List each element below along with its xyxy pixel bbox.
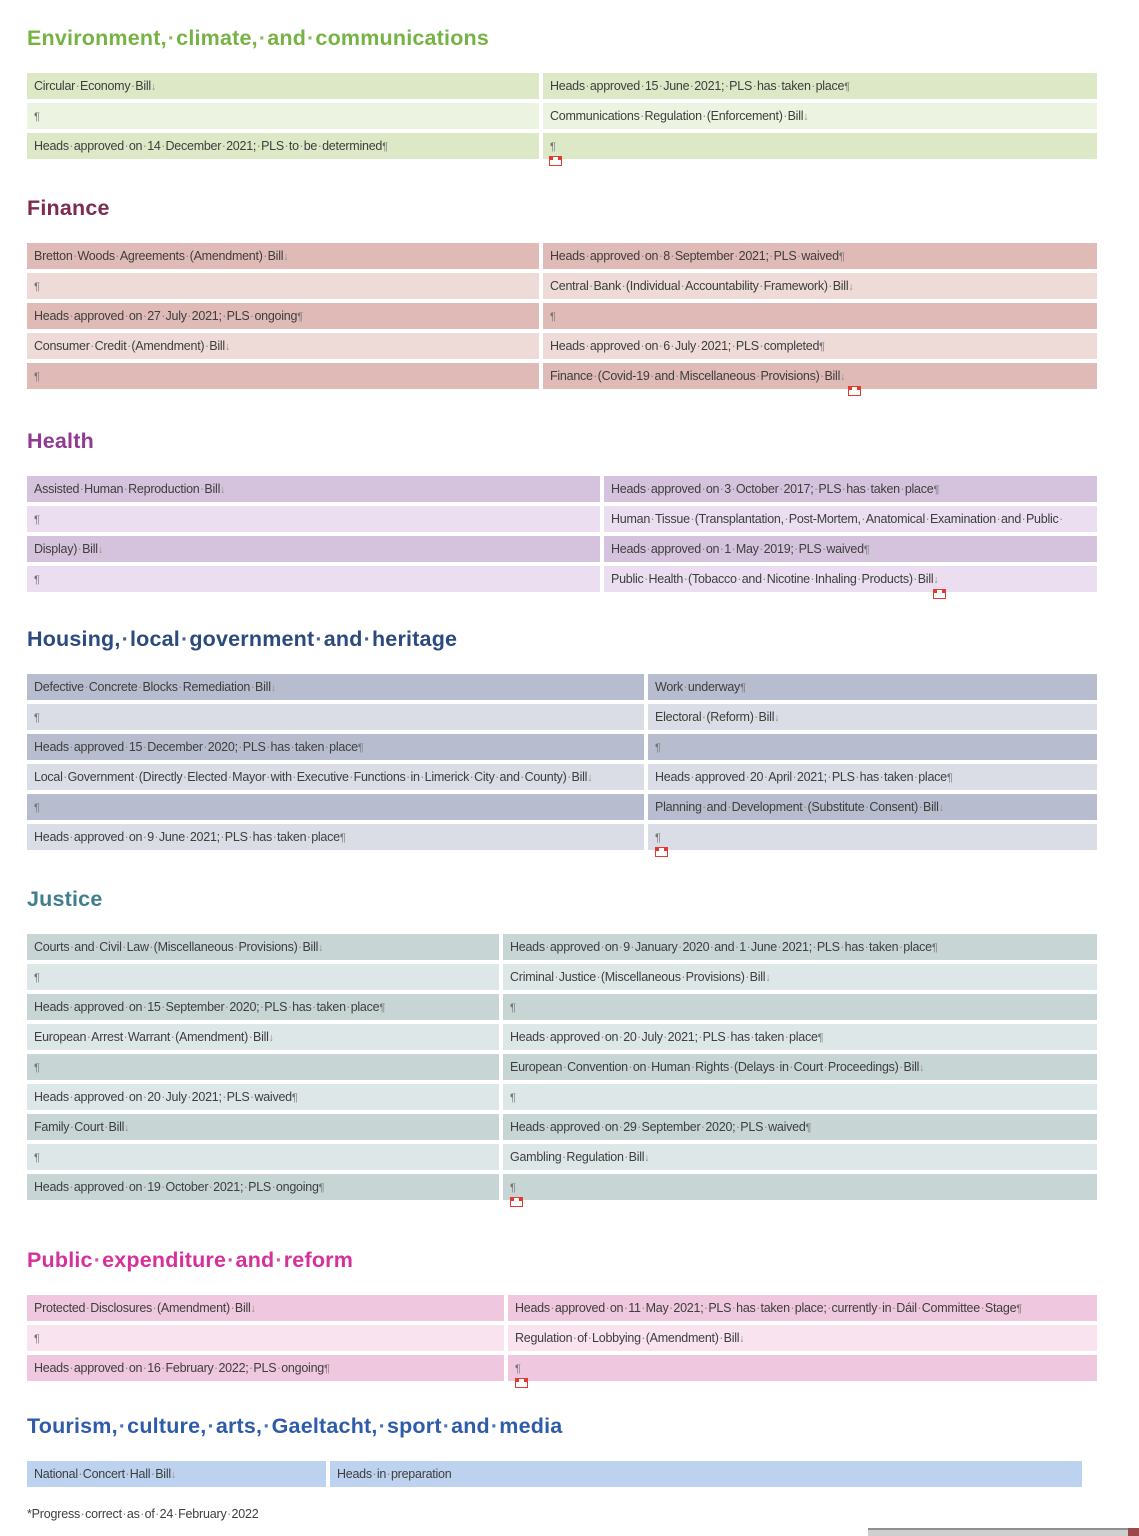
table-cell: ¶ (27, 506, 600, 532)
table-cell: ¶ (543, 303, 1097, 329)
table-cell: Heads·approved·on·9·January·2020·and·1·June·2021;·PLS·has·taken·place¶ (503, 934, 1097, 960)
section-heading: Health (27, 429, 94, 453)
table-cell: ¶ (27, 704, 644, 730)
table-cell: Heads·approved·15·December·2020;·PLS·has·taken·place¶ (27, 734, 644, 760)
table-cell: Heads·approved·on·19·October·2021;·PLS·ongoing¶ (27, 1174, 499, 1200)
section-housing-local-government-heritage (27, 625, 1139, 850)
clipped-anchor-marker-icon (510, 1197, 523, 1207)
clipped-anchor-marker-icon (655, 847, 668, 857)
table-cell: ¶ (648, 824, 1097, 850)
clipped-anchor-marker-icon (848, 386, 861, 396)
table-cell: Heads·approved·on·20·July·2021;·PLS·has·taken·place¶ (503, 1024, 1097, 1050)
bills-table (27, 934, 1097, 1200)
table-cell: Consumer·Credit·(Amendment)·Bill↓ (27, 333, 539, 359)
table-cell: Electoral·(Reform)·Bill↓ (648, 704, 1097, 730)
table-cell: Communications·Regulation·(Enforcement)·Bill↓ (543, 103, 1097, 129)
section-heading: Public·expenditure·and·reform (27, 1248, 354, 1272)
section-heading: Justice (27, 887, 103, 911)
table-cell: ¶ (503, 1174, 1097, 1200)
bills-table (27, 1295, 1097, 1381)
table-cell: Heads·approved·15·June·2021;·PLS·has·taken·place¶ (543, 73, 1097, 99)
table-cell: ¶ (27, 363, 539, 389)
table-cell: Family·Court·Bill↓ (27, 1114, 499, 1140)
table-cell: ¶ (503, 994, 1097, 1020)
table-cell: Work·underway¶ (648, 674, 1097, 700)
table-cell: Assisted·Human·Reproduction·Bill↓ (27, 476, 600, 502)
table-cell: Heads·approved·on·8·September·2021;·PLS·waived¶ (543, 243, 1097, 269)
table-cell: Local·Government·(Directly·Elected·Mayor·with·Executive·Functions·in·Limerick·City·and·County)·Bill↓ (27, 764, 644, 790)
table-cell: Heads·approved·on·27·July·2021;·PLS·ongoing¶ (27, 303, 539, 329)
table-cell: ¶ (27, 964, 499, 990)
bills-table (27, 476, 1097, 592)
table-cell: Bretton·Woods·Agreements·(Amendment)·Bill↓ (27, 243, 539, 269)
section-heading: Environment,·climate,·and·communications (27, 26, 490, 50)
section-heading: Tourism,·culture,·arts,·Gaeltacht,·sport·and·media (27, 1414, 563, 1438)
table-cell: Regulation·of·Lobbying·(Amendment)·Bill↓ (508, 1325, 1097, 1351)
table-cell: European·Convention·on·Human·Rights·(Delays·in·Court·Proceedings)·Bill↓ (503, 1054, 1097, 1080)
table-cell: ¶ (503, 1084, 1097, 1110)
table-cell: Heads·approved·on·20·July·2021;·PLS·waived¶ (27, 1084, 499, 1110)
bills-table (27, 1461, 1082, 1487)
table-cell: Heads·approved·on·14·December·2021;·PLS·to·be·determined¶ (27, 133, 539, 159)
table-cell: Heads·in·preparation (330, 1461, 1082, 1487)
clipped-anchor-marker-icon (933, 589, 946, 599)
clipped-anchor-marker-icon (515, 1378, 528, 1388)
section-finance (27, 194, 1139, 389)
table-cell: Heads·approved·on·11·May·2021;·PLS·has·taken·place;·currently·in·Dáil·Committee·Stage¶ (508, 1295, 1097, 1321)
section-environment-climate-communications (27, 24, 1139, 159)
bills-table (27, 243, 1097, 389)
progress-footnote: *Progress·correct·as·of·24·February·2022 (27, 1507, 259, 1521)
table-cell: ¶ (27, 566, 600, 592)
scrollbar-end-cap (1128, 1528, 1139, 1536)
table-cell: Human·Tissue·(Transplantation,·Post-Mortem,·Anatomical·Examination·and·Public· (604, 506, 1097, 532)
table-cell: Defective·Concrete·Blocks·Remediation·Bill↓ (27, 674, 644, 700)
table-cell: Heads·approved·on·15·September·2020;·PLS·has·taken·place¶ (27, 994, 499, 1020)
table-cell: ¶ (27, 1325, 504, 1351)
table-cell: European·Arrest·Warrant·(Amendment)·Bill↓ (27, 1024, 499, 1050)
table-cell: ¶ (27, 103, 539, 129)
section-public-expenditure-reform (27, 1246, 1139, 1381)
section-heading: Finance (27, 196, 110, 220)
table-cell: Heads·approved·20·April·2021;·PLS·has·taken·place¶ (648, 764, 1097, 790)
table-cell: Heads·approved·on·3·October·2017;·PLS·has·taken·place¶ (604, 476, 1097, 502)
table-cell: Criminal·Justice·(Miscellaneous·Provisions)·Bill↓ (503, 964, 1097, 990)
table-cell: Display)·Bill↓ (27, 536, 600, 562)
table-cell: Heads·approved·on·29·September·2020;·PLS·waived¶ (503, 1114, 1097, 1140)
section-tourism-culture-arts-gaeltacht-sport-media (27, 1412, 1139, 1487)
table-cell: Protected·Disclosures·(Amendment)·Bill↓ (27, 1295, 504, 1321)
table-cell: ¶ (543, 133, 1097, 159)
bills-table (27, 73, 1097, 159)
table-cell: ¶ (27, 794, 644, 820)
table-cell: Public·Health·(Tobacco·and·Nicotine·Inhaling·Products)·Bill↓ (604, 566, 1097, 592)
table-cell: Planning·and·Development·(Substitute·Consent)·Bill↓ (648, 794, 1097, 820)
section-justice (27, 885, 1139, 1200)
table-cell: ¶ (27, 1054, 499, 1080)
table-cell: Central·Bank·(Individual·Accountability·Framework)·Bill↓ (543, 273, 1097, 299)
table-cell: Heads·approved·on·9·June·2021;·PLS·has·taken·place¶ (27, 824, 644, 850)
bills-table (27, 674, 1097, 850)
table-cell: Circular·Economy·Bill↓ (27, 73, 539, 99)
table-cell: Finance·(Covid-19·and·Miscellaneous·Provisions)·Bill↓ (543, 363, 1097, 389)
clipped-anchor-marker-icon (549, 156, 562, 166)
table-cell: Gambling·Regulation·Bill↓ (503, 1144, 1097, 1170)
horizontal-scrollbar[interactable] (868, 1528, 1139, 1536)
table-cell: ¶ (27, 273, 539, 299)
table-cell: ¶ (27, 1144, 499, 1170)
table-cell: ¶ (508, 1355, 1097, 1381)
table-cell: Courts·and·Civil·Law·(Miscellaneous·Provisions)·Bill↓ (27, 934, 499, 960)
table-cell: Heads·approved·on·1·May·2019;·PLS·waived¶ (604, 536, 1097, 562)
table-cell: ¶ (648, 734, 1097, 760)
section-health (27, 427, 1139, 592)
table-cell: Heads·approved·on·6·July·2021;·PLS·completed¶ (543, 333, 1097, 359)
table-cell: National·Concert·Hall·Bill↓ (27, 1461, 326, 1487)
table-cell: Heads·approved·on·16·February·2022;·PLS·ongoing¶ (27, 1355, 504, 1381)
section-heading: Housing,·local·government·and·heritage (27, 627, 458, 651)
